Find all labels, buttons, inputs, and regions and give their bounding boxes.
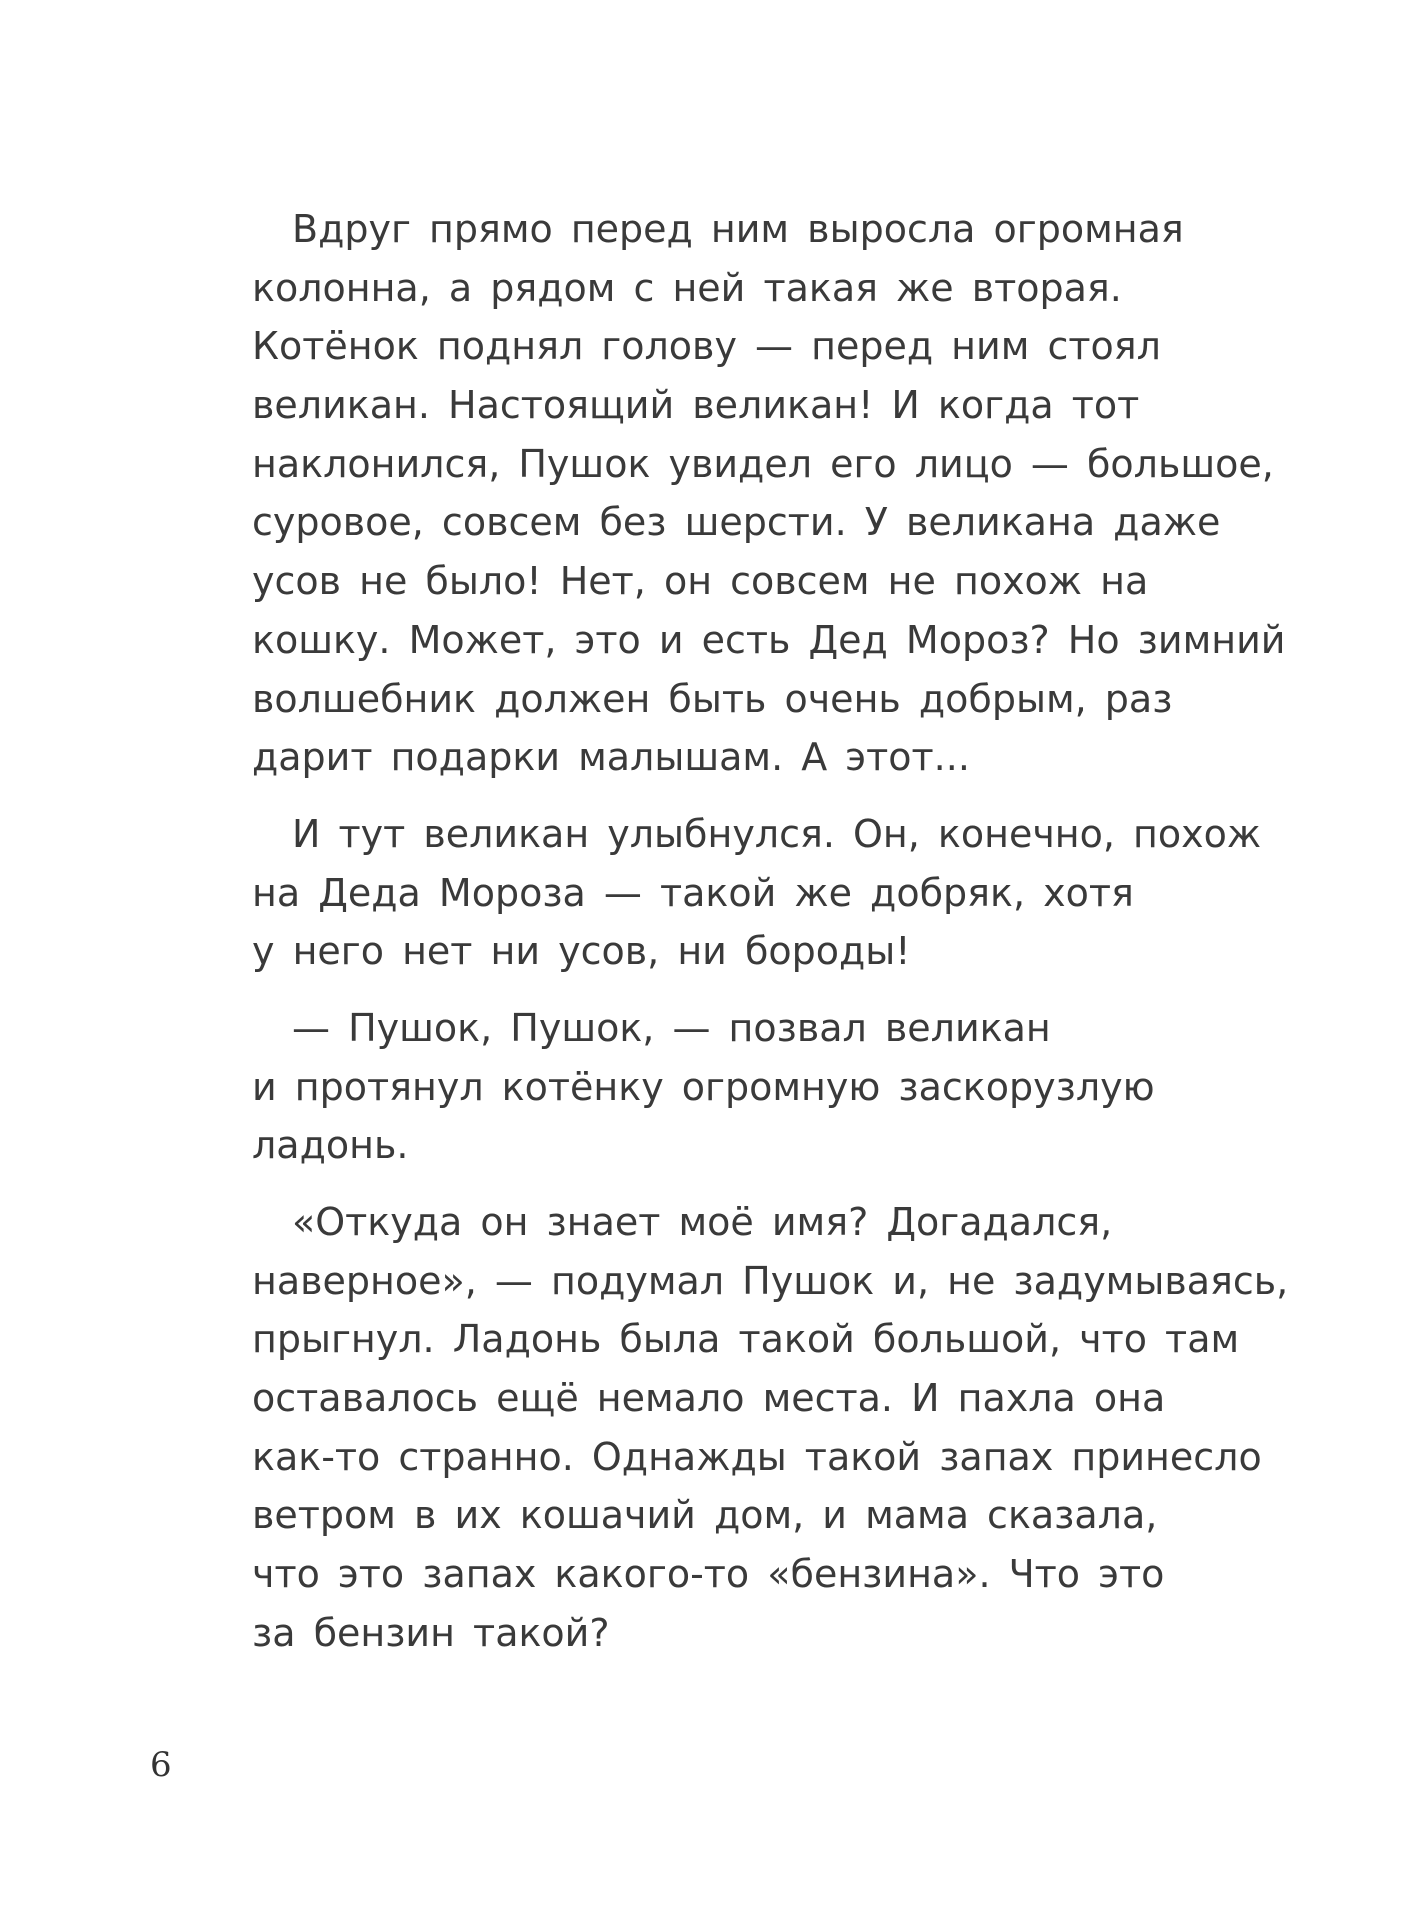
paragraph-4 <box>252 1193 1312 1663</box>
text-line: «Откуда он знает моё имя? Догадался, <box>292 1200 1113 1244</box>
text-line: суровое, совсем без шерсти. У великана даже <box>252 500 1221 545</box>
page-number: 6 <box>150 1745 172 1785</box>
text-line: усов не было! Нет, он совсем не похож на <box>252 559 1149 604</box>
paragraph-spacer <box>252 981 1312 999</box>
text-line: Котёнок поднял голову — перед ним стоял <box>252 324 1161 369</box>
text-line: колонна, а рядом с ней такая же вторая. <box>252 265 1122 310</box>
text-line: и протянул котёнку огромную заскорузлую <box>252 1064 1155 1109</box>
text-line: кошку. Может, это и есть Дед Мороз? Но зимний <box>252 617 1286 662</box>
paragraph-2 <box>252 805 1312 981</box>
text-line: на Деда Мороза — такой же добряк, хотя <box>252 870 1134 915</box>
paragraph-3 <box>252 999 1312 1175</box>
text-line: дарит подарки малышам. А этот... <box>252 735 970 780</box>
text-line: — Пушок, Пушок, — позвал великан <box>292 1005 1051 1050</box>
text-line: великан. Настоящий великан! И когда тот <box>252 383 1140 428</box>
text-line: ладонь. <box>252 1123 409 1168</box>
story-text <box>252 200 1312 1663</box>
text-line: ветром в их кошачий дом, и мама сказала, <box>252 1493 1158 1538</box>
paragraph-spacer <box>252 787 1312 805</box>
text-line: как-то странно. Однажды такой запах принесло <box>252 1434 1262 1479</box>
text-line: за бензин такой? <box>252 1610 610 1655</box>
text-line: прыгнул. Ладонь была такой большой, что там <box>252 1317 1240 1362</box>
paragraph-spacer <box>252 1175 1312 1193</box>
text-line: наклонился, Пушок увидел его лицо — большое, <box>252 441 1274 486</box>
text-line: что это запах какого-то «бензина». Что это <box>252 1552 1165 1597</box>
text-line: Вдруг прямо перед ним выросла огромная <box>292 207 1184 251</box>
text-line: оставалось ещё немало места. И пахла она <box>252 1376 1166 1421</box>
text-line: наверное», — подумал Пушок и, не задумываясь, <box>252 1258 1289 1303</box>
text-line: у него нет ни усов, ни бороды! <box>252 929 911 974</box>
text-line: волшебник должен быть очень добрым, раз <box>252 676 1173 721</box>
paragraph-1 <box>252 200 1312 787</box>
text-line: И тут великан улыбнулся. Он, конечно, похож <box>292 811 1262 856</box>
